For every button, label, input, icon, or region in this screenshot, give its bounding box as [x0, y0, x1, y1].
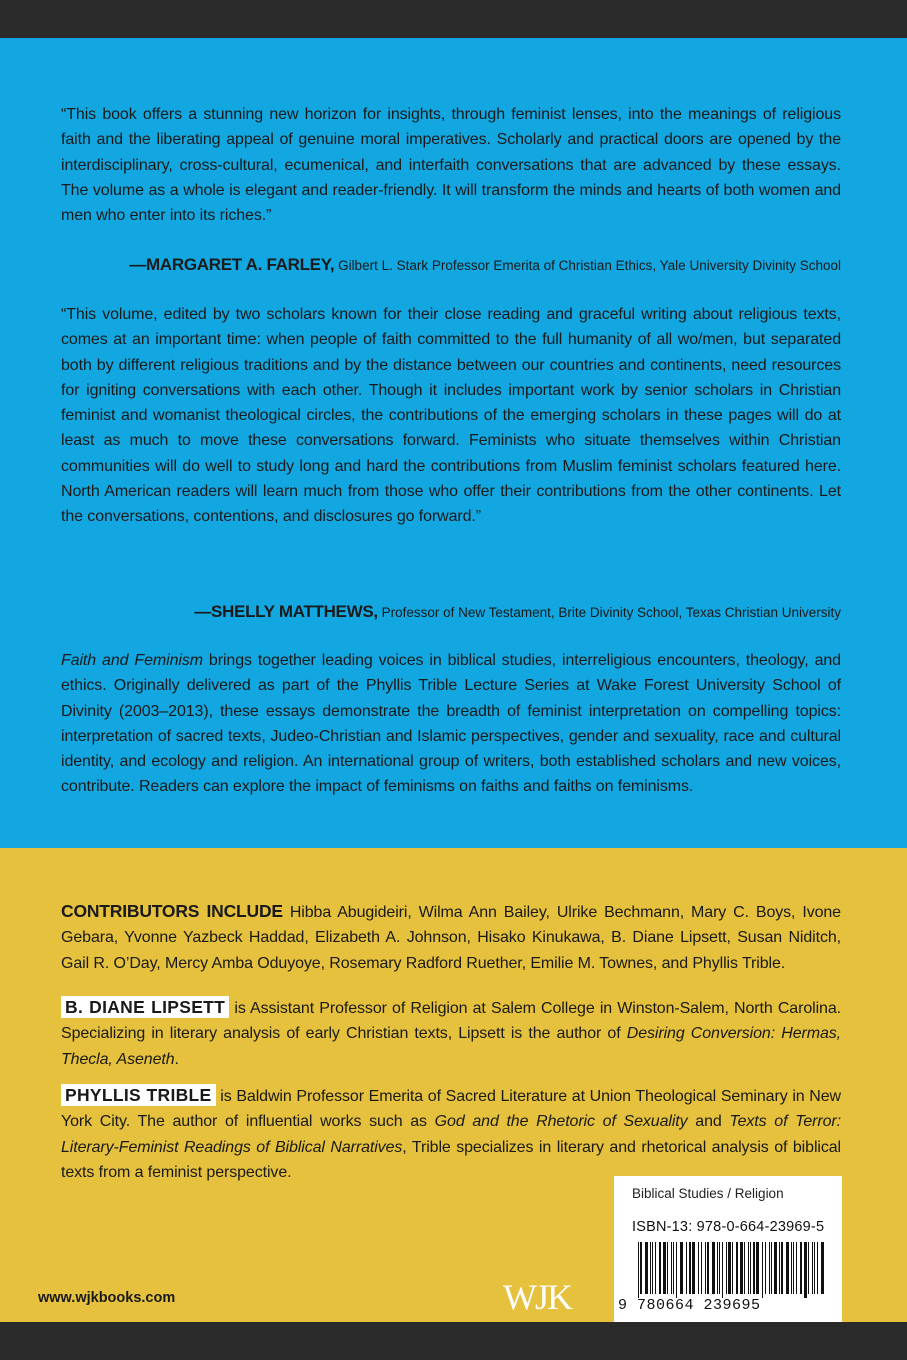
barcode-bar	[719, 1242, 720, 1294]
barcode-bar	[748, 1242, 749, 1294]
barcode-bar	[796, 1242, 797, 1294]
barcode-bar	[652, 1242, 653, 1294]
barcode-bar	[769, 1242, 770, 1294]
barcode	[636, 1242, 826, 1298]
book-description-text: brings together leading voices in biblical studies, interreligious encounters, theology, and ethics. Originally delivered as part of the Phyllis Trible Lecture Series at Wake Forest University School of Divinity (2003–2013), these essays demonstrate the breadth of feminist interpretation on compelling topics: interpretation of sacred texts, Judeo-Christian and Islamic perspectives, gender and sexuality, race and cultural identity, and ecology and religion. An international group of writers, both established scholars and new voices, contribute. Readers can explore the impact of feminisms on faiths and faiths on feminisms.	[61, 652, 841, 796]
barcode-bar	[740, 1242, 743, 1294]
editor-bio-trible-text-a: is Baldwin Professor Emerita of Sacred Literature at Union Theological Seminary in New York City. The author of influential works such as	[61, 1088, 841, 1131]
barcode-bar	[663, 1242, 666, 1294]
endorsement-quote-2: “This volume, edited by two scholars known for their close reading and graceful writing about religious texts, comes at an important time: when people of faith committed to the full humanity of all wo/men, but separated both by different religious traditions and by the distance between our countries and continents, need resources for igniting conversations with each other. Though it includes important work by senior scholars in Christian feminist and womanist theological circles, the contributions of the emerging scholars in these pages will do at least as much to move these conversations forward. Feminists who situate themselves within Christian communities will do well to study long and hard the contributions from Muslim feminist scholars featured here. North American readers will learn much from those who offer their contributions from the other continents. Let the conversations, contentions, and disclosures go forward.”	[61, 306, 841, 526]
endorsement-affiliation-1: Gilbert L. Stark Professor Emerita of Christian Ethics, Yale University Divinity School	[338, 258, 841, 273]
barcode-bar	[786, 1242, 789, 1294]
barcode-bar	[689, 1242, 691, 1294]
barcode-bar	[676, 1242, 677, 1298]
book-description	[61, 648, 841, 800]
barcode-bar	[765, 1242, 766, 1294]
publisher-logo	[503, 1277, 571, 1325]
barcode-bar	[728, 1242, 731, 1294]
barcode-bar	[705, 1242, 706, 1294]
barcode-bar	[701, 1242, 702, 1294]
editor-bio-trible-book-1: God and the Rhetoric of Sexuality	[434, 1113, 688, 1131]
contributors-names: Hibba Abugideiri, Wilma Ann Bailey, Ulrike Bechmann, Mary C. Boys, Ivone Gebara, Yvonne Yazbeck Haddad, Elizabeth A. Johnson, Hisako Kinukawa, B. Diane Lipsett, Susan Niditch, Gail R. O’Day, Mercy Amba Oduyoye, Rosemary Radford Ruether, Emilie M. Townes, and Phyllis Trible.	[61, 904, 841, 972]
isbn-box	[614, 1176, 842, 1322]
barcode-bar	[680, 1242, 683, 1294]
editor-bio-lipsett	[61, 995, 841, 1072]
barcode-bar	[722, 1242, 723, 1298]
barcode-bar	[804, 1242, 807, 1298]
editor-bio-trible-text-b: , Trible specializes in literary and rhetorical analysis of biblical texts from a feminist perspective.	[61, 1138, 842, 1181]
editor-bio-lipsett-text-b: .	[174, 1050, 179, 1068]
contributors-paragraph	[61, 899, 841, 976]
editor-bio-lipsett-text-a: is Assistant Professor of Religion at Salem College in Winston-Salem, North Carolina. Specializing in literary analysis of early Christian texts, Lipsett is the author of	[61, 1000, 841, 1043]
barcode-bar	[821, 1242, 824, 1294]
barcode-bar	[736, 1242, 738, 1294]
barcode-bar	[650, 1242, 651, 1294]
barcode-bar	[781, 1242, 783, 1294]
barcode-bar	[686, 1242, 687, 1294]
barcode-bar	[638, 1242, 639, 1298]
endorsement-author-2: —SHELLY MATTHEWS,	[194, 602, 378, 621]
barcode-bar	[817, 1242, 818, 1294]
endorsement-quote-1: “This book offers a stunning new horizon for insights, through feminist lenses, into the meanings of religious faith and the liberating appeal of genuine moral imperatives. Scholarly and practical doors are opened by the interdisciplinary, cross-cultural, ecumenical, and interfaith conversations that are advanced by these essays. The volume as a whole is elegant and reader-friendly. It will transform the minds and hearts of both women and men who enter into its riches.”	[61, 106, 841, 225]
publisher-logo-text: WJK	[503, 1277, 571, 1317]
barcode-bar	[762, 1242, 763, 1298]
bottom-frame-bar	[0, 1322, 907, 1360]
editor-name-lipsett: B. DIANE LIPSETT	[61, 996, 229, 1018]
barcode-bar	[791, 1242, 792, 1294]
barcode-bar	[659, 1242, 661, 1294]
endorsement-attribution-1	[129, 255, 841, 276]
editor-bio-trible-text-mid: and	[687, 1113, 730, 1131]
barcode-bar	[712, 1242, 715, 1294]
editor-bio-lipsett-book: Desiring Conversion: Hermas, Thecla, Aseneth	[61, 1025, 841, 1068]
barcode-bar	[812, 1242, 813, 1294]
editor-bio-trible-book-2: Texts of Terror: Literary-Feminist Readings of Biblical Narratives	[61, 1113, 841, 1156]
barcode-bar	[707, 1242, 709, 1294]
barcode-bar	[756, 1242, 759, 1294]
barcode-bar	[808, 1242, 809, 1294]
barcode-bar	[692, 1242, 695, 1294]
barcode-bar	[640, 1242, 642, 1294]
barcode-bar	[717, 1242, 718, 1294]
barcode-bar	[753, 1242, 755, 1294]
barcode-bar	[645, 1242, 648, 1294]
blue-panel	[0, 38, 907, 848]
barcode-bar	[771, 1242, 772, 1294]
barcode-bar	[800, 1242, 802, 1294]
editor-name-trible: PHYLLIS TRIBLE	[61, 1084, 216, 1106]
barcode-bar	[732, 1242, 733, 1294]
barcode-bar	[698, 1242, 699, 1294]
barcode-bar	[774, 1242, 777, 1294]
barcode-bar	[750, 1242, 751, 1294]
book-title: Faith and Feminism	[61, 652, 203, 669]
barcode-bar	[814, 1242, 815, 1294]
endorsement-attribution-2	[194, 602, 841, 623]
barcode-bar	[671, 1242, 672, 1294]
isbn-number: ISBN-13: 978-0-664-23969-5	[632, 1219, 825, 1235]
barcode-bar	[673, 1242, 674, 1294]
barcode-bar	[793, 1242, 794, 1294]
barcode-bar	[726, 1242, 727, 1294]
barcode-bar	[744, 1242, 745, 1294]
top-frame-bar	[0, 0, 907, 38]
barcode-bar	[779, 1242, 780, 1294]
endorsement-author-1: —MARGARET A. FARLEY,	[129, 255, 335, 274]
publisher-url[interactable]: www.wjkbooks.com	[38, 1290, 176, 1306]
editor-bio-trible	[61, 1083, 841, 1185]
endorsement-affiliation-2: Professor of New Testament, Brite Divinity School, Texas Christian University	[381, 605, 841, 620]
barcode-bar	[655, 1242, 656, 1294]
barcode-bar	[667, 1242, 668, 1294]
barcode-digits: 9 780664 239695	[618, 1297, 761, 1314]
subject-category: Biblical Studies / Religion	[632, 1186, 784, 1201]
contributors-heading: CONTRIBUTORS INCLUDE	[61, 901, 283, 921]
